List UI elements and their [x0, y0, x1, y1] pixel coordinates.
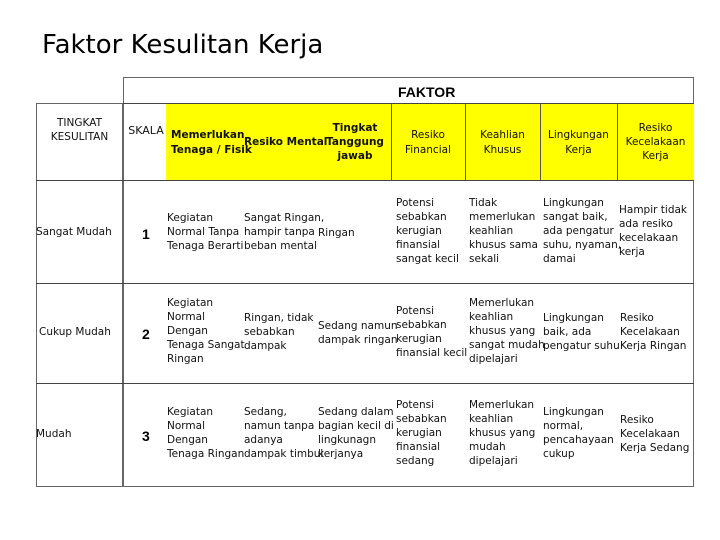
cell-kecelakaan: Resiko Kecelakaan Kerja Ringan — [620, 312, 687, 352]
header-resiko-financial: Resiko Financial — [405, 129, 451, 156]
header-keahlian: Keahlian Khusus — [480, 129, 525, 156]
header-kecelakaan: Resiko Kecelakaan Kerja — [625, 122, 686, 162]
cell-lingkungan: Lingkungan baik, ada pengatur suhu — [543, 312, 620, 352]
row-level: Mudah — [36, 428, 72, 440]
cell-financial: Potensi sebabkan kerugian finansial sangat kecil — [396, 197, 459, 265]
cell-tanggung: Ringan — [318, 227, 355, 239]
cell-mental: Sangat Ringan, hampir tanpa beban mental — [244, 212, 325, 252]
cell-keahlian: Memerlukan keahlian khusus yang mudah dipelajari — [469, 399, 536, 467]
page-title: Faktor Kesulitan Kerja — [42, 30, 324, 60]
cell-keahlian: Memerlukan keahlian khusus yang sangat mudah dipelajari — [469, 297, 545, 365]
cell-financial: Potensi sebabkan kerugian finansial sedang — [396, 399, 447, 467]
header-skala: SKALA — [128, 124, 164, 137]
row-level: Sangat Mudah — [36, 226, 112, 238]
row-scale: 3 — [142, 428, 150, 444]
cell-tenaga: Kegiatan Normal Dengan Tenaga Ringan — [167, 406, 245, 460]
cell-kecelakaan: Resiko Kecelakaan Kerja Sedang — [620, 414, 690, 454]
header-memerlukan: Memerlukan Tenaga / Fisik — [171, 129, 252, 156]
header-lingkungan: Lingkungan Kerja — [548, 129, 609, 156]
cell-tenaga: Kegiatan Normal Dengan Tenaga Sangat Ringan — [167, 297, 245, 365]
cell-keahlian: Tidak memerlukan keahlian khusus sama sekali — [469, 197, 538, 265]
header-resiko-mental: Resiko Mental — [244, 136, 328, 148]
cell-tenaga: Kegiatan Normal Tanpa Tenaga Berarti — [167, 212, 244, 252]
faktor-header: FAKTOR — [398, 84, 456, 100]
cell-lingkungan: Lingkungan normal, pencahayaan cukup — [543, 406, 614, 460]
cell-tanggung: Sedang dalam bagian kecil di lingkunagn kerjanya — [318, 406, 394, 460]
header-tanggung-jawab: Tingkat Tanggung jawab — [326, 122, 384, 162]
header-tingkat: TINGKAT KESULITAN — [50, 117, 109, 143]
row-scale: 2 — [142, 326, 150, 342]
cell-mental: Sedang, namun tanpa adanya dampak timbul — [244, 406, 324, 460]
cell-tanggung: Sedang namun dampak ringan — [318, 320, 398, 346]
row-level: Cukup Mudah — [39, 326, 111, 338]
cell-mental: Ringan, tidak sebabkan dampak — [244, 312, 314, 352]
row-scale: 1 — [142, 226, 150, 242]
cell-kecelakaan: Hampir tidak ada resiko kecelakaan kerja — [619, 204, 688, 258]
cell-financial: Potensi sebabkan kerugian finansial kecil — [396, 305, 468, 359]
cell-lingkungan: Lingkungan sangat baik, ada pengatur suhu, nyaman, damai — [543, 197, 622, 265]
